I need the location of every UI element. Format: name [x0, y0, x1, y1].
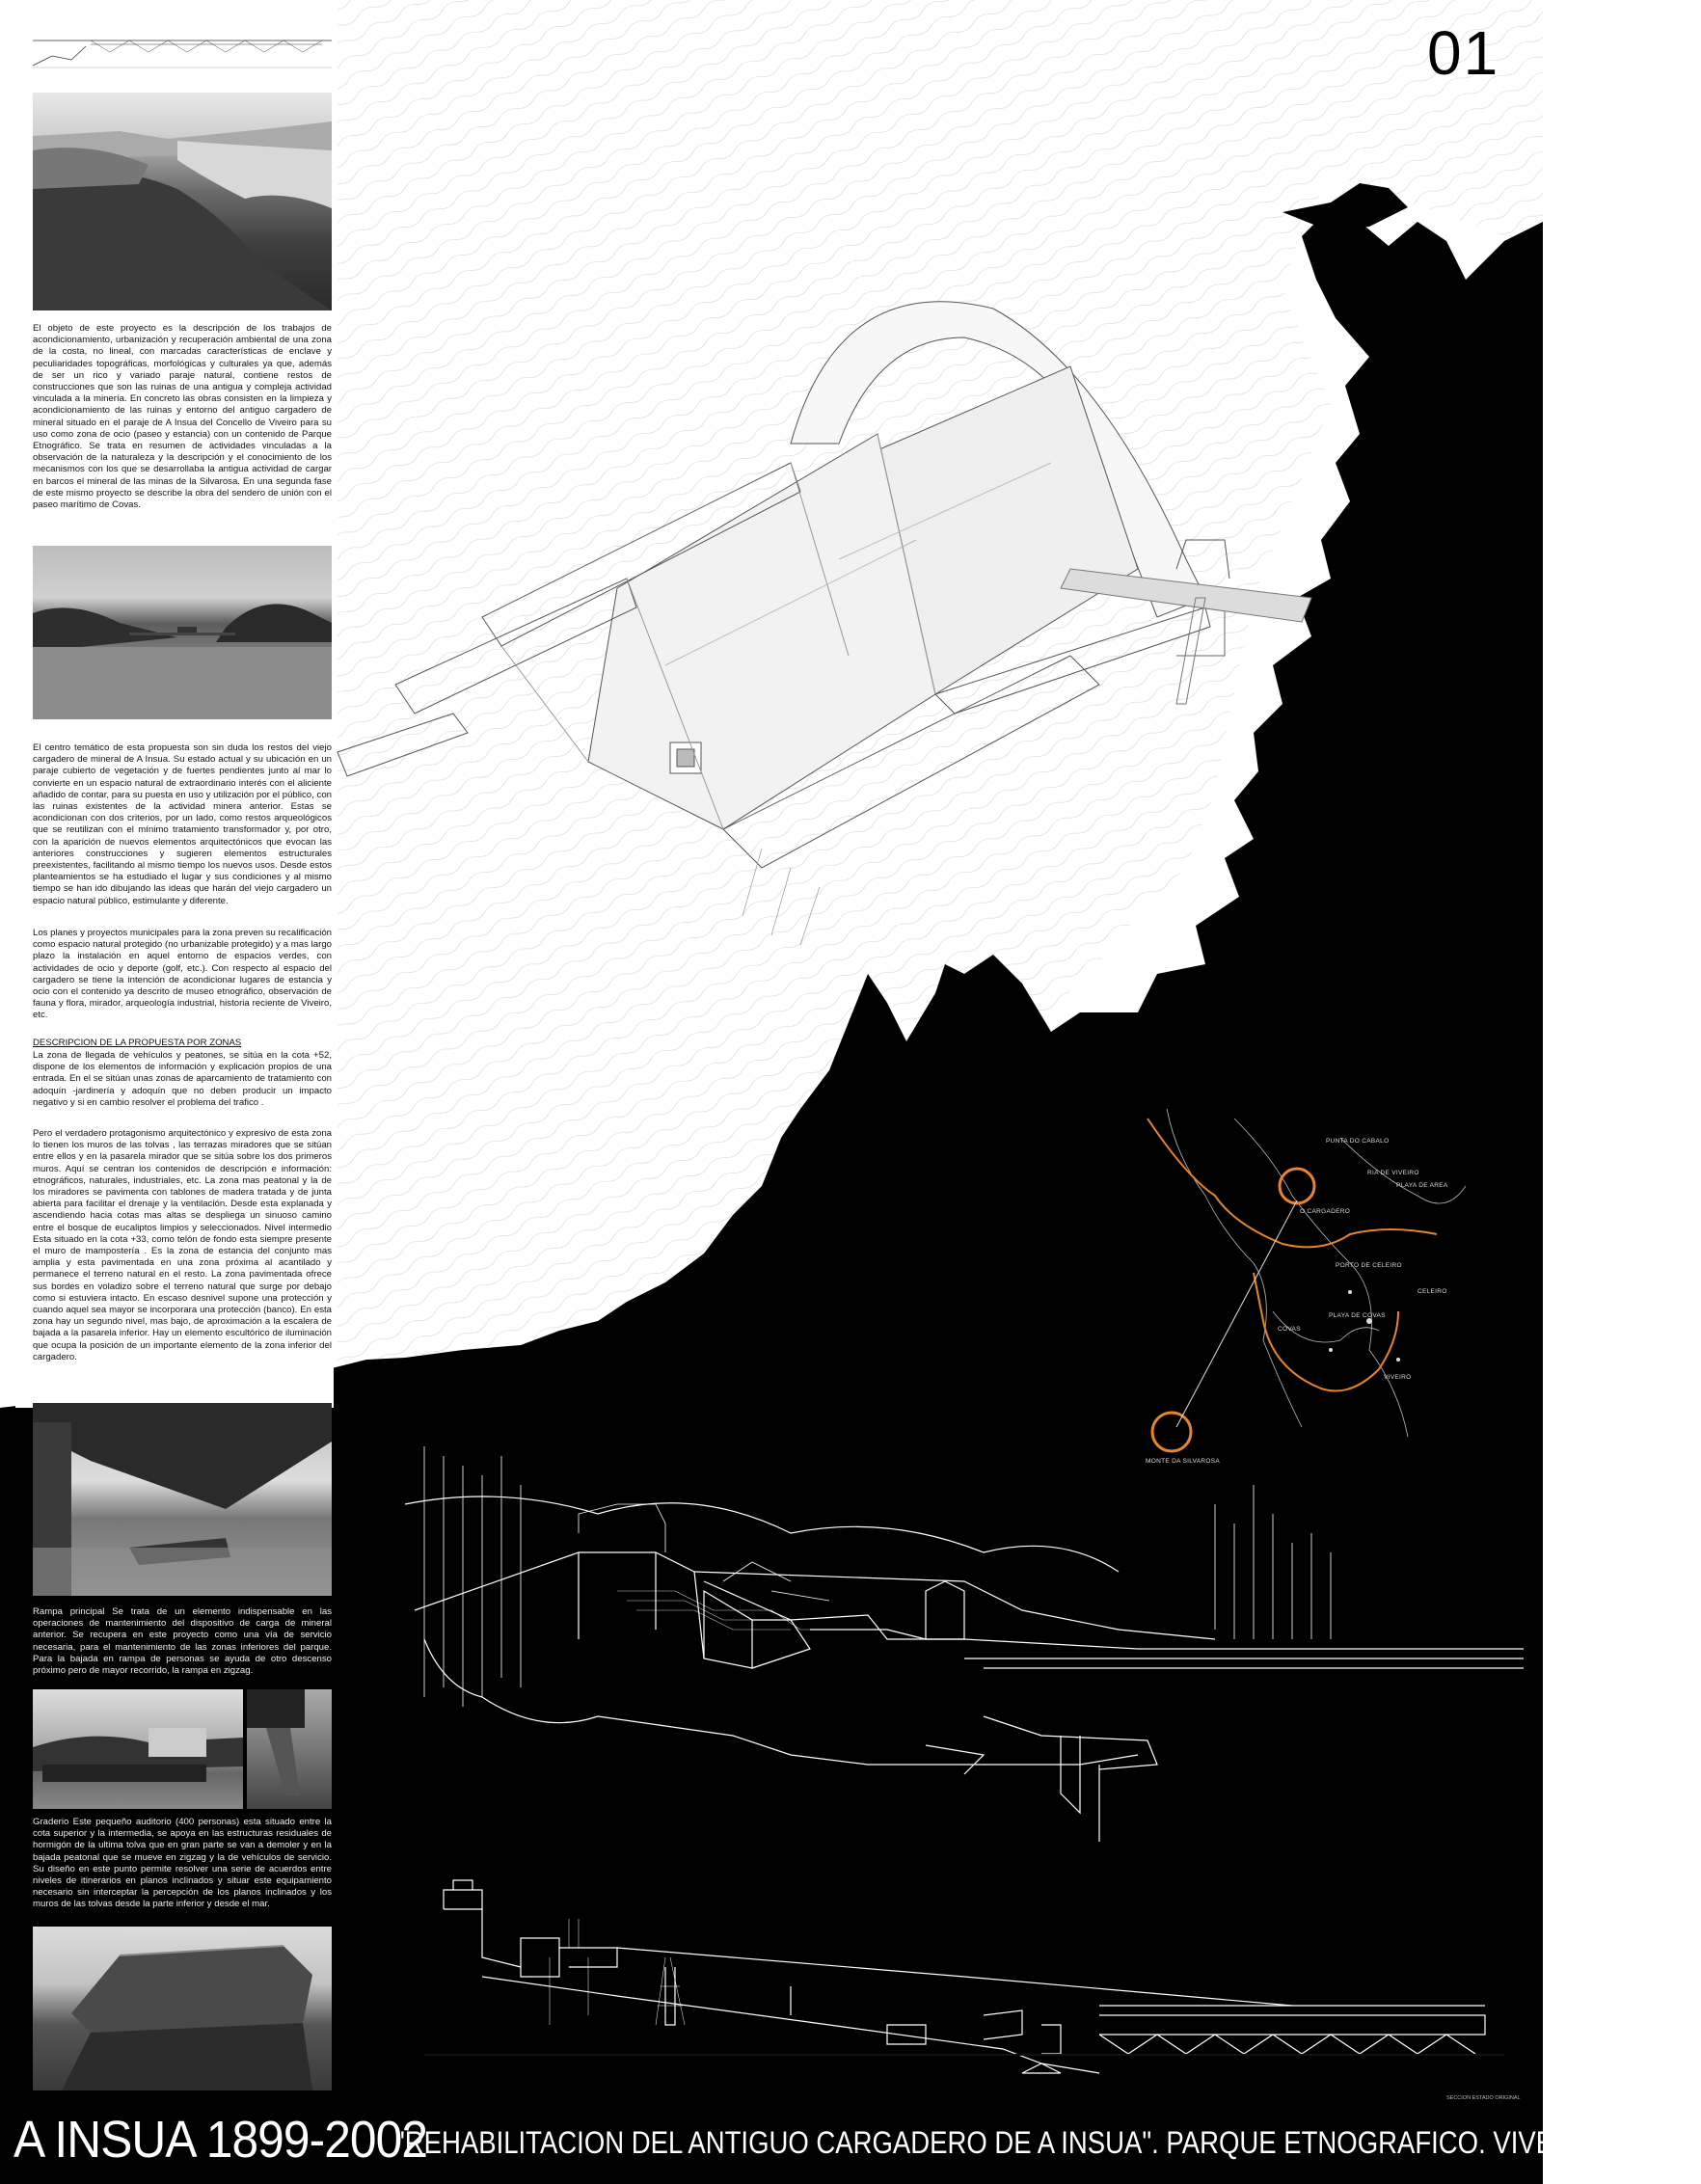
zones-heading: DESCRIPCION DE LA PROPUESTA POR ZONAS — [33, 1038, 242, 1048]
photo-ruin-detail — [247, 1689, 332, 1809]
center-text: El centro temático de esta propuesta son sin duda los restos del viejo cargadero de mineral de A Insua. Su estado actual y su ubicación en un paraje cubierto de vegetación y de fuertes pendientes junto al mar lo convierte en un espacio natural de extraordinario interés con el aliciente añadido de contar, para su puesta en uso y utilización por el público, con las ruinas existentes de la actividad minera anterior. Estas se acondicionan con dos criterios, por un lado, como restos arqueológicos que se reutilizan con el mínimo tratamiento transformador y, por otro, con la aparición de nuevos elementos arquitectónicos que evocan las anteriores construcciones y sugieren elementos estructurales preexistentes, facilitando al mismo tiempo los nuevos usos. Desde estos planteamientos se ha estudiado el lugar y sus condiciones y al mismo tiempo se han ido dibujando las ideas que harán del viejo cargadero un espacio natural público, estimulante y diferente. — [33, 742, 332, 906]
footer-title-right: "REHABILITACION DEL ANTIGUO CARGADERO DE A INSUA". PARQUE ETNOGRAFICO. VIVEIRO (LUGO) — [395, 2125, 1701, 2160]
graderio-text: Graderio Este pequeño auditorio (400 personas) esta situado entre la cota superior y la intermedia, se apoya en las estructuras residuales de hormigón de la ultima tolva que en gran parte se van a demoler y en la bajada peatonal que se mueve en zigzag y la de vehículos de servicio. Su diseño en este punto permite resolver una serie de acuerdos entre niveles de itinerarios en planos inclinados y situar este equipamiento necesario sin interceptar la percepción de los planos inclinados y los muros de las tolvas desde la parte inferior y desde el mar. — [33, 1817, 332, 1910]
map-label-praia-de-covas: PLAYA DE COVAS — [1329, 1312, 1386, 1319]
photo-ria-bay — [33, 546, 332, 719]
section-caption: SECCION ESTADO ORIGINAL — [1446, 2095, 1521, 2101]
map-label-viveiro: VIVEIRO — [1384, 1374, 1412, 1381]
map-label-monte-silvarosa: MONTE DA SILVAROSA — [1146, 1458, 1221, 1465]
perspective-drawing — [386, 1446, 1524, 1851]
map-label-porto-de-celeiro: PORTO DE CELEIRO — [1336, 1262, 1402, 1269]
map-label-celeiro: CELEIRO — [1418, 1288, 1447, 1295]
map-label-ria-de-viveiro: RIA DE VIVEIRO — [1367, 1170, 1419, 1176]
photo-hopper-ruins — [33, 1927, 332, 2090]
zones-text: La zona de llegada de vehículos y peatones, se sitúa en la cota +52, dispone de los elementos de información y explicación propios de una entrada. En el se sitúan unas zonas de aparcamiento de tratamiento con adoquín -jardinería y adoquín que no deben producir un impacto negativo y si en cambio resolver el problema del trafico . — [33, 1050, 332, 1108]
map-label-covas: COVAS — [1278, 1326, 1301, 1333]
intro-text: El objeto de este proyecto es la descripción de los trabajos de acondicionamiento, urbanización y recuperación ambiental de una zona de la costa, no lineal, con marcadas características de enclave y peculiaridades topográficas, morfológicas y culturales ya que, además de ser un rico y variado paraje natural, contiene restos de construcciones que son las ruinas de una antigua y compleja actividad vinculada a la minería. En concreto las obras consisten en la limpieza y acondicionamiento de las ruinas y entorno del antiguo cargadero de mineral situado en el paraje de A Insua del Concello de Viveiro para su uso como zona de ocio (paseo y estancia) con un contenido de Parque Etnográfico. Se trata en resumen de actividades vinculadas a la observación de la naturaleza y la descripción y el conocimiento de los mecanismos con los que se desarrollaba la antigua actividad de cargar en barcos el mineral de las minas de la Silvarosa. En una segunda fase de este mismo proyecto se describe la obra del sendero de unión con el paseo marítimo de Covas. — [33, 323, 332, 511]
map-label-praia-de-area: PLAYA DE AREA — [1396, 1182, 1448, 1189]
photo-coast-aerial — [33, 93, 332, 310]
photo-loading-bridge — [33, 1403, 332, 1596]
cargadero-site-plan — [338, 251, 1446, 984]
map-label-punta-do-cabalo: PUNTA DO CABALO — [1326, 1138, 1390, 1145]
map-label-cargadero: O CARGADERO — [1300, 1208, 1351, 1215]
footer-title-left: A INSUA 1899-2002 — [14, 2111, 428, 2169]
photo-ship-loading — [33, 1689, 243, 1809]
sheet-number: 01 — [1427, 18, 1500, 88]
elevation-thumbnail — [33, 27, 332, 69]
ramp-text: Rampa principal Se trata de un elemento indispensable en las operaciones de mantenimiento del dispositivo de carga de mineral anterior. Se recupera en este proyecto como una vía de servicio necesaria, para el mantenimiento de las zonas inferiores del parque. Para la bajada en rampa de personas se ayuda de otro descenso próximo pero de mayor recorrido, la rampa en zigzag. — [33, 1606, 332, 1677]
plans-text: Los planes y proyectos municipales para la zona preven su recalificación como espacio natural protegido (no urbanizable protegido) y a mas largo plazo la instalación en aquel entorno de espacios verdes, con actividades de ocio y deporte (golf, etc.). Con respecto al espacio del cargadero se tiene la intención de acondicionar lugares de estancia y ocio con el contenido ya descrito de museo etnográfico, observación de fauna y flora, mirador, arqueología industrial, historia reciente de Viveiro, etc. — [33, 928, 332, 1021]
protagonism-text: Pero el verdadero protagonismo arquitectónico y expresivo de esta zona lo tienen los muros de las tolvas , las terrazas miradores que se sitúan entre ellos y en la pasarela mirador que se sitúa sobre los dos primeros muros. Aquí se centran los contenidos de descripción e información: etnográficos, naturales, industriales, etc. La zona mas peatonal y la de los miradores se pavimenta con tablones de madera tratada y de junta abierta para facilitar el drenaje y la ventilación. Desde esta explanada y ascendiendo hacia cotas mas altas se despliega un sinuoso camino entre el bosque de eucaliptos limpios y seleccionados. Nivel intermedio Esta situado en la cota +33, como telón de fondo esta siempre presente el muro de mampostería . Es la zona de estancia del conjunto mas amplia y esta pavimentada en una zona próxima al acantilado y permanece el terreno natural en el resto. La zona pavimentada ofrece sus bordes en voladizo sobre el terreno natural que surge por debajo como si estuviera intacto. En escaso desnivel supone una protección y cuando aquel sea mayor se incorporara una protección (banco). En esta zona hay un segundo nivel, mas bajo, de aproximación a la escalera de bajada a la pasarela inferior. Hay un elemento escultórico de iluminación que ocupa la posición de un importante elemento de la zona inferior del cargadero. — [33, 1128, 332, 1362]
longitudinal-section — [424, 1832, 1504, 2102]
